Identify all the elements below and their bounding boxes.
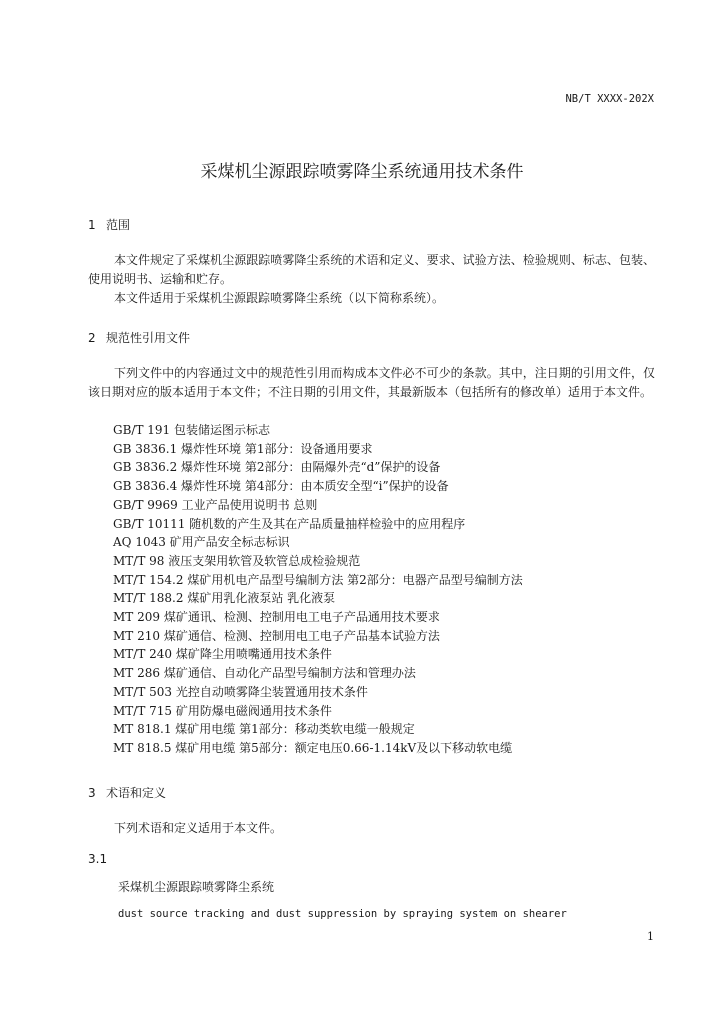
reference-item: MT/T 98 液压支架用软管及软管总成检验规范 bbox=[113, 553, 361, 568]
section-1-heading bbox=[88, 216, 130, 233]
reference-item: MT/T 715 矿用防爆电磁阀通用技术条件 bbox=[113, 703, 332, 718]
reference-item: MT 818.5 煤矿用电缆 第5部分：额定电压0.66-1.14kV及以下移动软电缆 bbox=[113, 740, 513, 755]
term-english: dust source tracking and dust suppression by spraying system on shearer bbox=[118, 908, 567, 920]
document-title: 采煤机尘源跟踪喷雾降尘系统通用技术条件 bbox=[200, 162, 524, 182]
references-intro: 下列文件中的内容通过文中的规范性引用而构成本文件必不可少的条款。其中，注日期的引用文件，仅该日期对应的版本适用于本文件；不注日期的引用文件，其最新版本（包括所有的修改单）适用于本文件。 bbox=[88, 366, 655, 399]
scope-paragraph-2: 本文件适用于采煤机尘源跟踪喷雾降尘系统（以下简称系统）。 bbox=[114, 291, 445, 305]
reference-item: MT 209 煤矿通讯、检测、控制用电工电子产品通用技术要求 bbox=[113, 610, 440, 625]
term-number: 3.1 bbox=[88, 852, 108, 866]
reference-item: MT 286 煤矿通信、自动化产品型号编制方法和管理办法 bbox=[113, 666, 416, 681]
reference-item: GB 3836.2 爆炸性环境 第2部分：由隔爆外壳“d”保护的设备 bbox=[113, 460, 441, 475]
section-number: 3 bbox=[88, 786, 96, 800]
reference-item: MT/T 503 光控自动喷雾降尘装置通用技术条件 bbox=[113, 684, 368, 699]
section-title: 规范性引用文件 bbox=[106, 331, 191, 345]
section-3-heading bbox=[88, 784, 166, 801]
reference-item: GB 3836.4 爆炸性环境 第4部分：由本质安全型“i”保护的设备 bbox=[113, 479, 449, 494]
section-title: 术语和定义 bbox=[106, 786, 167, 800]
reference-item: MT 210 煤矿通信、检测、控制用电工电子产品基本试验方法 bbox=[113, 628, 440, 643]
section-number: 2 bbox=[88, 331, 96, 345]
reference-list bbox=[113, 421, 523, 758]
section-2-heading bbox=[88, 329, 190, 346]
reference-item: GB 3836.1 爆炸性环境 第1部分：设备通用要求 bbox=[113, 441, 373, 456]
document-number: NB/T XXXX-202X bbox=[565, 93, 654, 105]
reference-item: MT/T 188.2 煤矿用乳化液泵站 乳化液泵 bbox=[113, 591, 336, 606]
term-chinese: 采煤机尘源跟踪喷雾降尘系统 bbox=[118, 880, 275, 894]
reference-item: GB/T 9969 工业产品使用说明书 总则 bbox=[113, 497, 318, 512]
reference-item: GB/T 191 包装储运图示标志 bbox=[113, 423, 270, 437]
section-number: 1 bbox=[88, 218, 96, 232]
reference-item: MT 818.1 煤矿用电缆 第1部分：移动类软电缆一般规定 bbox=[113, 722, 415, 737]
reference-item: GB/T 10111 随机数的产生及其在产品质量抽样检验中的应用程序 bbox=[113, 516, 466, 531]
terms-intro: 下列术语和定义适用于本文件。 bbox=[114, 821, 283, 835]
scope-paragraph-1: 本文件规定了采煤机尘源跟踪喷雾降尘系统的术语和定义、要求、试验方法、检验规则、标志、包装、使用说明书、运输和贮存。 bbox=[88, 253, 655, 286]
reference-item: MT/T 240 煤矿降尘用喷嘴通用技术条件 bbox=[113, 647, 332, 662]
section-title: 范围 bbox=[106, 218, 131, 232]
reference-item: AQ 1043 矿用产品安全标志标识 bbox=[113, 535, 290, 550]
page-number: 1 bbox=[647, 930, 654, 943]
reference-item: MT/T 154.2 煤矿用机电产品型号编制方法 第2部分：电器产品型号编制方法 bbox=[113, 572, 523, 587]
